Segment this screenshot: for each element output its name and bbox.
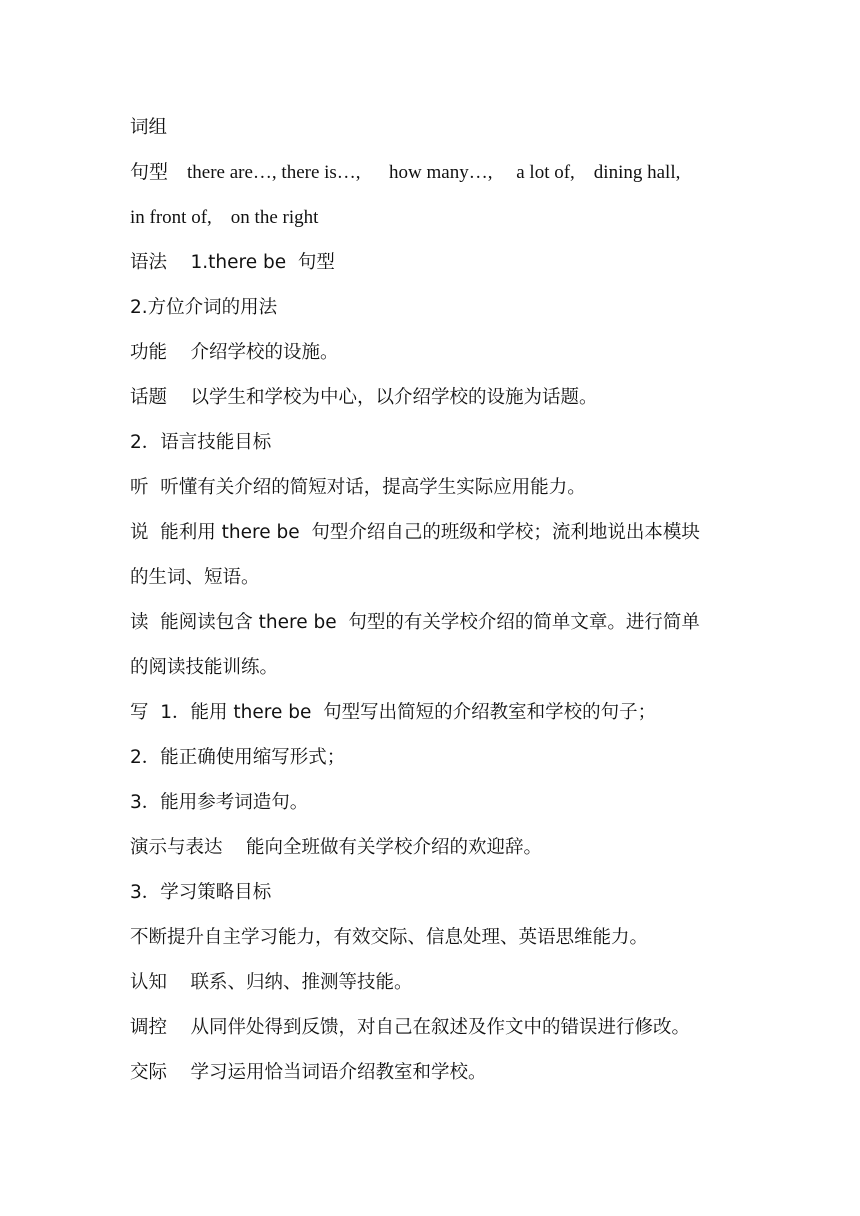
text-line-cognition: 认知 联系、归纳、推测等技能。 bbox=[130, 972, 413, 993]
text-line-grammar-2: 2.方位介词的用法 bbox=[130, 297, 278, 318]
section-heading-language-skills: 2．语言技能目标 bbox=[130, 432, 272, 453]
text-line-writing-2: 2．能正确使用缩写形式； bbox=[130, 747, 346, 768]
document-body bbox=[130, 105, 740, 1095]
text-line-presentation: 演示与表达 能向全班做有关学校介绍的欢迎辞。 bbox=[130, 837, 543, 858]
text-line-listening: 听 听懂有关介绍的简短对话，提高学生实际应用能力。 bbox=[130, 477, 586, 498]
text-line-topic: 话题 以学生和学校为中心，以介绍学校的设施为话题。 bbox=[130, 387, 598, 408]
text-line-communication: 交际 学习运用恰当词语介绍教室和学校。 bbox=[130, 1062, 487, 1083]
text-line-function: 功能 介绍学校的设施。 bbox=[130, 342, 339, 363]
text-line-grammar: 语法 1.there be 句型 bbox=[130, 252, 335, 273]
text-line-speaking: 说 能利用 there be 句型介绍自己的班级和学校；流利地说出本模块 bbox=[130, 522, 700, 543]
text-line-regulation: 调控 从同伴处得到反馈，对自己在叙述及作文中的错误进行修改。 bbox=[130, 1017, 691, 1038]
text-line-reading-cont: 的阅读技能训练。 bbox=[130, 657, 279, 678]
text-line-writing-3: 3．能用参考词造句。 bbox=[130, 792, 309, 813]
text-line-sentence-patterns-cont: in front of, on the right bbox=[130, 207, 319, 228]
text-line-speaking-cont: 的生词、短语。 bbox=[130, 567, 260, 588]
text-line-strategy-summary: 不断提升自主学习能力，有效交际、信息处理、英语思维能力。 bbox=[130, 927, 649, 948]
text-line-vocabulary-heading: 词组 bbox=[130, 117, 168, 138]
text-line-reading: 读 能阅读包含 there be 句型的有关学校介绍的简单文章。进行简单 bbox=[130, 612, 700, 633]
text-line-writing-1: 写 1．能用 there be 句型写出简短的介绍教室和学校的句子； bbox=[130, 702, 657, 723]
section-heading-learning-strategies: 3．学习策略目标 bbox=[130, 882, 272, 903]
text-line-sentence-patterns: 句型 there are…, there is…, how many…, a lot of, dining hall, bbox=[130, 162, 681, 183]
